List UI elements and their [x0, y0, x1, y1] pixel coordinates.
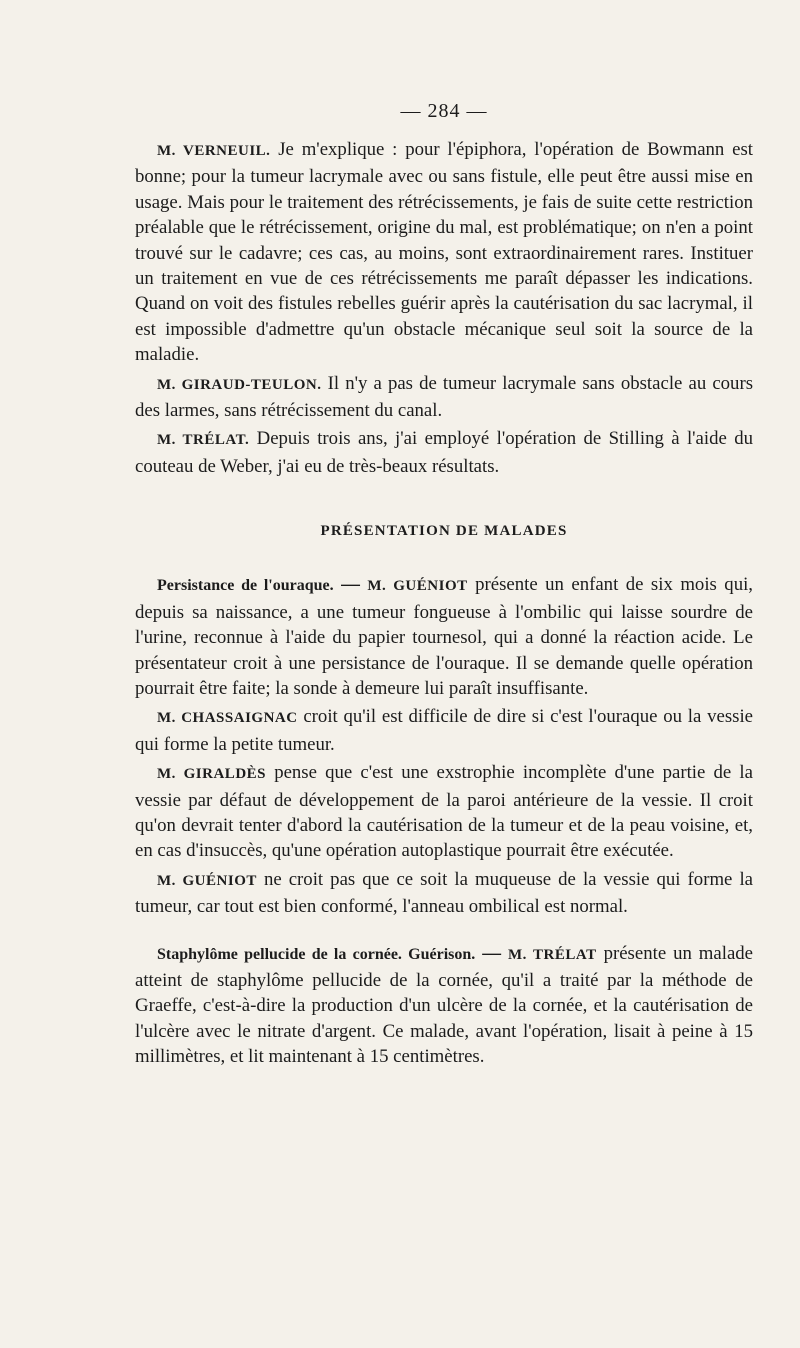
section-heading: PRÉSENTATION DE MALADES — [320, 523, 568, 540]
case-ouraque-paragraph — [135, 572, 753, 701]
paragraph-text: ne croit pas que ce soit la muqueuse de la vessie qui forme la tumeur, car tout est bien conformé, l'anneau ombilical est normal. — [135, 868, 753, 918]
chassaignac-paragraph — [135, 704, 753, 757]
case-title: Staphylôme pellucide de la cornée. Guérison. — [157, 945, 476, 963]
speaker-name: M. TRÉLAT. — [157, 432, 250, 449]
page-content — [135, 100, 753, 1073]
page-number: — 284 — — [400, 100, 488, 122]
paragraph-text: présente un malade atteint de staphylôme pellucide de la cornée, qu'il a traité par la méthode de Graeffe, c'est-à-dire la production d'un ulcère de la cornée, et la cautérisation de l'ulcère avec le nitrate d'argent. Ce malade, avant l'opération, lisait à peine à 15 millimètres, et lit maintenant à 15 centimètres. — [135, 942, 754, 1068]
paragraph-text: Il n'y a pas de tumeur lacrymale sans obstacle au cours des larmes, sans rétrécissement du canal. — [135, 372, 754, 422]
speaker-name: M. TRÉLAT — [507, 946, 597, 963]
verneuil-paragraph — [135, 137, 753, 368]
giraud-teulon-paragraph — [135, 371, 753, 424]
speaker-name: M. GUÉNIOT — [157, 872, 257, 889]
speaker-name: M. GIRAUD-TEULON. — [157, 376, 322, 393]
paragraph-gap — [135, 923, 753, 941]
paragraph-text: Depuis trois ans, j'ai employé l'opération de Stilling à l'aide du couteau de Weber, j'ai eu de très-beaux résultats. — [135, 428, 753, 477]
speaker-name: M. CHASSAIGNAC — [157, 710, 298, 727]
case-staphylome-paragraph — [135, 941, 753, 1070]
paragraph-text: présente un enfant de six mois qui, depuis sa naissance, a une tumeur fongueuse à l'ombilic qui laisse sourdre de l'urine, reconnue à l'aide du papier tournesol, qui a donné la réaction acide. Le présentateur croit à une persistance de l'ouraque. Il se demande quelle opération pourrait être faite; la sonde à demeure lui paraît insuffisante. — [135, 574, 753, 699]
speaker-name: M. GIRALDÈS — [157, 766, 266, 783]
paragraph-text: croit qu'il est difficile de dire si c'est l'ouraque ou la vessie qui forme la petite tumeur. — [135, 706, 753, 755]
giraldes-paragraph — [135, 760, 753, 864]
gueniot-reply-paragraph — [135, 867, 753, 920]
paragraph-text: Je m'explique : pour l'épiphora, l'opération de Bowmann est bonne; pour la tumeur lacrymale avec ou sans fistule, elle peut être aussi mise en usage. Mais pour le traitement des rétrécissements, je fais de suite cette restriction préalable que le rétrécissement, origine du mal, est problématique; on n'en a point trouvé sur le cadavre; ces cas, au moins, sont extraordinairement rares. Instituer un traitement en vue de ces rétrécissements me paraît dépasser les indications. Quand on voit des fistules rebelles guérir après la cautérisation du sac lacrymal, il est impossible d'admettre qu'un obstacle mécanique seul soit la source de la maladie. — [135, 139, 753, 366]
speaker-name: M. VERNEUIL. — [157, 143, 271, 159]
paragraph-text: pense que c'est une exstrophie incomplète d'une partie de la vessie par défaut de développement de la paroi antérieure de la vessie. Il croit qu'on devrait tenter d'abord la cautérisation de la tumeur et de la peau voisine, et, en cas d'insuccès, qu'une opération autoplastique pourrait être exécutée. — [135, 762, 753, 862]
case-title: Persistance de l'ouraque. — [157, 577, 334, 595]
trelat-paragraph — [135, 426, 753, 479]
speaker-name: M. GUÉNIOT — [367, 578, 468, 595]
em-dash: — — [341, 574, 360, 596]
em-dash: — — [482, 942, 501, 964]
